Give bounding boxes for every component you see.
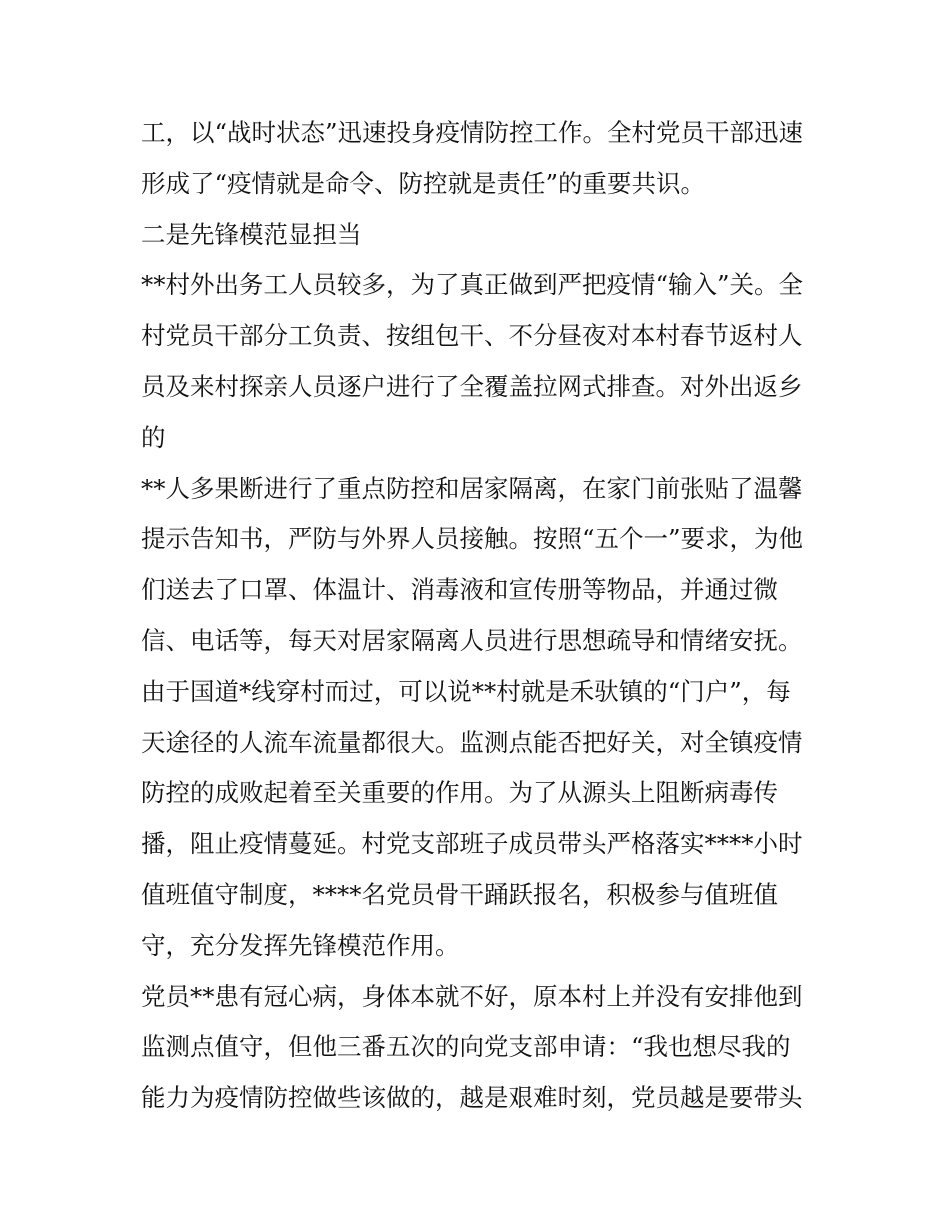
text-line: 天途径的人流车流量都很大。监测点能否把好关，对全镇疫情: [141, 727, 803, 757]
text-line: **村外出务工人员较多，为了真正做到严把疫情“输入”关。全: [141, 270, 804, 300]
text-line: **人多果断进行了重点防控和居家隔离，在家门前张贴了温馨: [141, 473, 803, 503]
text-line: 村党员干部分工负责、按组包干、不分昼夜对本村春节返村人: [141, 321, 803, 351]
text-line: 由于国道*线穿村而过，可以说**村就是禾驮镇的“门户”，每: [141, 676, 791, 706]
text-line: 的: [141, 422, 166, 452]
text-line: 值班值守制度，****名党员骨干踊跃报名，积极参与值班值: [141, 879, 778, 909]
text-line: 提示告知书，严防与外界人员接触。按照“五个一”要求，为他: [141, 524, 804, 554]
body-text: [141, 108, 821, 1124]
text-line: 监测点值守，但他三番五次的向党支部申请：“我也想尽我的: [141, 1032, 791, 1062]
text-line: 能力为疫情防控做些该做的，越是艰难时刻，党员越是要带头: [141, 1083, 803, 1113]
text-line: 员及来村探亲人员逐户进行了全覆盖拉网式排查。对外出返乡: [141, 371, 803, 401]
text-line: 信、电话等，每天对居家隔离人员进行思想疏导和情绪安抚。: [141, 625, 803, 655]
text-line: 播，阻止疫情蔓延。村党支部班子成员带头严格落实****小时: [141, 829, 803, 859]
section-heading: 二是先锋模范显担当: [141, 219, 362, 249]
text-line: 们送去了口罩、体温计、消毒液和宣传册等物品，并通过微: [141, 575, 778, 605]
text-line: 守，充分发挥先锋模范作用。: [141, 930, 460, 960]
text-line: 工，以“战时状态”迅速投身疫情防控工作。全村党员干部迅速: [141, 118, 804, 147]
text-line: 形成了“疫情就是命令、防控就是责任”的重要共识。: [141, 168, 706, 198]
text-line: 党员**患有冠心病，身体本就不好，原本村上并没有安排他到: [141, 981, 803, 1011]
text-line: 防控的成败起着至关重要的作用。为了从源头上阻断病毒传: [141, 778, 778, 808]
